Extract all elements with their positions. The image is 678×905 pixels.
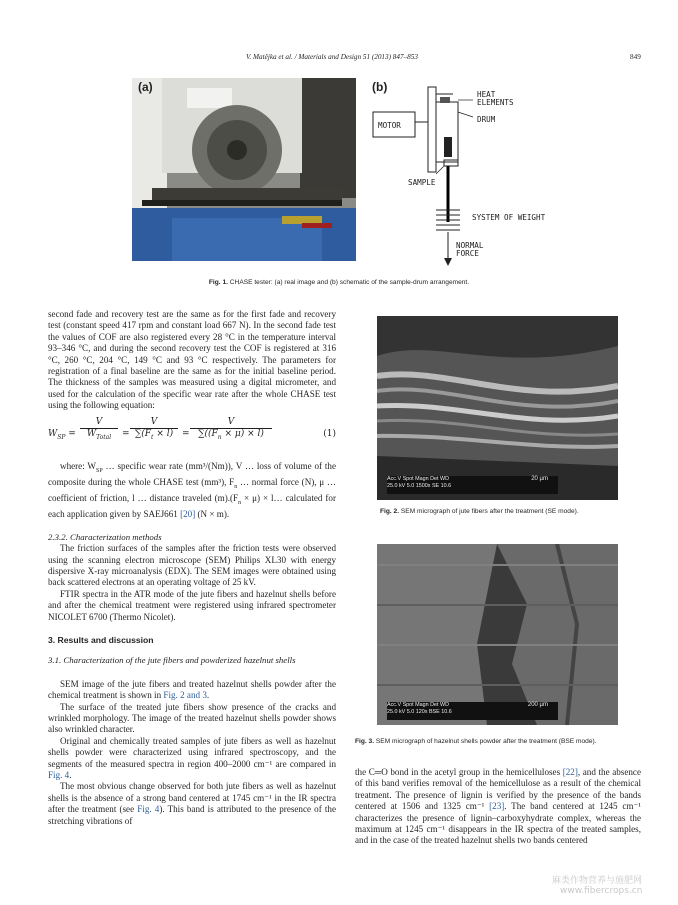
figure-1a-photo — [132, 78, 356, 261]
r-p1-text-2: , and the absence of this band verifies removal of the hemicellulose as a result of the chemical treatment. The presence of lignin is verified by the presence of the bands centered at 1506 and 1325 cm⁻¹ — [355, 767, 641, 812]
sem-scale-bar — [502, 476, 552, 494]
figure-3-caption — [355, 738, 655, 745]
eq-den-3: ∑((F — [198, 429, 218, 440]
figure-3-sem-image — [377, 544, 618, 725]
eq-den-1-sub: Total — [96, 433, 112, 441]
where-sub-2: n — [234, 483, 238, 490]
eq-den-2-end: × l) — [153, 429, 174, 440]
left-column — [48, 309, 336, 827]
eq-den-2-sub: t — [151, 433, 154, 441]
sem-info-line-1: Acc.V Spot Magn Det WD — [387, 702, 450, 708]
reference-link[interactable]: [22] — [562, 767, 578, 777]
sem-info-line-2: 25.0 kV 5.0 120x BSE 10.6 — [387, 709, 452, 715]
figure-3-caption-label: Fig. 3. — [355, 738, 375, 745]
schematic-force-label: FORCE — [456, 249, 479, 258]
right-column — [355, 767, 641, 847]
section-heading: 3. Results and discussion — [48, 634, 154, 645]
reference-link[interactable]: [23] — [489, 801, 505, 812]
where-rest-3: × μ) × l… calculated for each application given by SAEJ661 — [48, 493, 336, 520]
scale-label: 20 µm — [531, 476, 548, 482]
eq-lhs-sub: SP — [57, 433, 66, 441]
eq-den-1: W — [86, 429, 97, 440]
paragraph — [48, 781, 336, 827]
eq-frac-1 — [80, 417, 118, 444]
r-p1-text: the C═O bond in the acetyl group in the hemicelluloses — [355, 767, 563, 777]
p4-text: SEM image of the jute fibers and treated hazelnut shells powder after the chemical treatment is shown in — [48, 678, 336, 701]
r-p1-text-3: . The band centered at 1245 cm⁻¹ characterizes the presence of lignin–carboxyhydrate complex, whereas the maximum at 1245 cm⁻¹ disappears in the IR spectra of the treated samples, and in the case of the treated hazelnut shells two bands centered — [355, 801, 642, 846]
eq-den-3-sub: n — [217, 433, 222, 441]
figure-link[interactable]: Fig. 2 and 3 — [163, 690, 207, 701]
schematic-heat-label-2: ELEMENTS — [477, 98, 514, 107]
paragraph: FTIR spectra in the ATR mode of the jute fibers and hazelnut shells before and after the chemical treatment were registered using infrared spectrometer NICOLET 6700 (Thermo Nicolet). — [48, 588, 336, 622]
eq-den-3-end: × μ) × l) — [221, 429, 264, 440]
figure-link[interactable]: Fig. 4 — [48, 770, 70, 781]
p6-end: . — [69, 770, 72, 781]
eq-lhs: W — [48, 428, 58, 439]
p7-text: The most obvious change observed for both jute fibers as well as hazelnut shells is the absence of a strong band centered at 1745 cm⁻¹ in the IR spectra after the treatment (see — [48, 781, 336, 815]
eq-num-2: V — [150, 416, 158, 427]
eq-frac-3 — [190, 417, 272, 444]
figure-1-caption — [0, 279, 678, 286]
figure-2-sem-image — [377, 316, 618, 500]
where-sub: SP — [96, 467, 103, 474]
paragraph — [48, 736, 336, 782]
reference-link[interactable]: [20] — [180, 509, 196, 520]
where-end: (N × m). — [195, 509, 230, 520]
figure-2-caption-label: Fig. 2. — [380, 508, 400, 515]
figure-link[interactable]: Fig. 4 — [137, 804, 160, 815]
p6-text: Original and chemically treated samples of jute fibers as well as hazelnut shells powder were characterized using infrared spectroscopy, and the segments of the measured spectra in region 400–2000 cm⁻¹ are compared in — [48, 735, 336, 769]
page-number: 849 — [630, 53, 641, 61]
figure-2-caption-text: SEM micrograph of jute fibers after the treatment (SE mode). — [400, 508, 579, 515]
eq-num-3: V — [227, 416, 235, 427]
where-text: where: W — [60, 460, 97, 471]
hazelnut-shell-micrograph — [377, 544, 618, 725]
schematic-motor-label: MOTOR — [378, 121, 401, 130]
running-title: V. Matějka et al. / Materials and Design 51 (2013) 847–853 — [246, 53, 418, 61]
eq-number: (1) — [323, 428, 336, 439]
figure-1b-label: (b) — [372, 80, 388, 94]
paragraph — [48, 679, 336, 702]
eq-num-1: V — [95, 416, 103, 427]
schematic-heat-label-1: HEAT — [477, 90, 496, 99]
where-sub-3: n — [238, 499, 242, 506]
eq-frac-2 — [130, 417, 178, 444]
chase-tester-photo — [132, 78, 356, 261]
equation-1: $W_{SP}$ = V $W_{Total}$ = V $\sum(F_t \times l)$ = V $\sum((F_n \times \mu) \times l)$ (1) — [48, 417, 336, 455]
figure-1-caption-label: Fig. 1. — [208, 279, 228, 286]
paragraph — [355, 767, 641, 847]
eq-den-2: ∑(F — [134, 429, 152, 440]
sem-info-line-2: 25.0 kV 5.0 1500x SE 10.6 — [387, 483, 452, 489]
where-rest: … specific wear rate (mm³/(Nm)), V … loss of volume of the composite during the whole CHASE test (mm³), F — [48, 460, 336, 487]
jute-fiber-micrograph — [377, 316, 618, 500]
subsection-heading: 3.1. Characterization of the jute fibers and powderized hazelnut shells — [48, 655, 296, 666]
figure-3-caption-text: SEM micrograph of hazelnut shells powder after the treatment (BSE mode). — [375, 738, 597, 745]
p7-end: ). This band is attributed to the presence of the stretching vibrations of — [48, 804, 336, 826]
where-paragraph — [48, 461, 336, 521]
watermark-line-2: www.fibercrops.cn — [560, 886, 643, 896]
sem-info-line-1: Acc.V Spot Magn Det WD — [387, 476, 450, 482]
subsection-heading: 2.3.2. Characterization methods — [48, 531, 162, 542]
figure-1b-schematic — [368, 82, 558, 268]
figure-1a-label: (a) — [138, 80, 153, 94]
schematic-normal-label: NORMAL — [456, 241, 484, 250]
schematic-sample-label: SAMPLE — [408, 178, 436, 187]
p4-end: . — [206, 690, 210, 701]
where-rest-2: … normal force (N), μ … coefficient of friction, l … distance traveled (m).(F — [48, 476, 336, 504]
schematic-weight-label: SYSTEM OF WEIGHT — [472, 213, 546, 222]
figure-2-caption — [380, 508, 620, 515]
scale-label: 200 µm — [527, 702, 548, 708]
watermark-line-1: 麻类作物营养与施肥网 — [552, 876, 643, 886]
sem-scale-bar — [502, 702, 552, 720]
figure-1-caption-text: CHASE tester: (a) real image and (b) schematic of the sample-drum arrangement. — [229, 279, 470, 286]
schematic-drum-label: DRUM — [477, 115, 496, 124]
paragraph: The friction surfaces of the samples after the friction tests were observed using the scanning electron microscope (SEM) Philips XL30 with energy dispersive X-ray microanalysis (EDX). The SEM images were obtained using back scattered electrons at an operating voltage of 25 kV. — [48, 543, 336, 588]
paragraph: second fade and recovery test are the same as for the first fade and recovery test (constant speed 417 rpm and constant load 667 N). In the second fade test the values of COF are also registered every 28 °C in the temperature interval 93–346 °C, and during the second recovery test the COF is registered at 316 °C, 260 °C, 204 °C, 149 °C and 93 °C respectively. The parameters for registration of a final baseline are the same as for the initial baseline period. The thickness of the samples was measured using a digital micrometer, and used for the calculation of the specific wear rate after the whole CHASE test using the following equation: — [48, 309, 336, 411]
paragraph: The surface of the treated jute fibers show presence of the cracks and wrinkled morphology. The image of the treated hazelnut shells powder shows also wrinkled character. — [48, 701, 336, 735]
